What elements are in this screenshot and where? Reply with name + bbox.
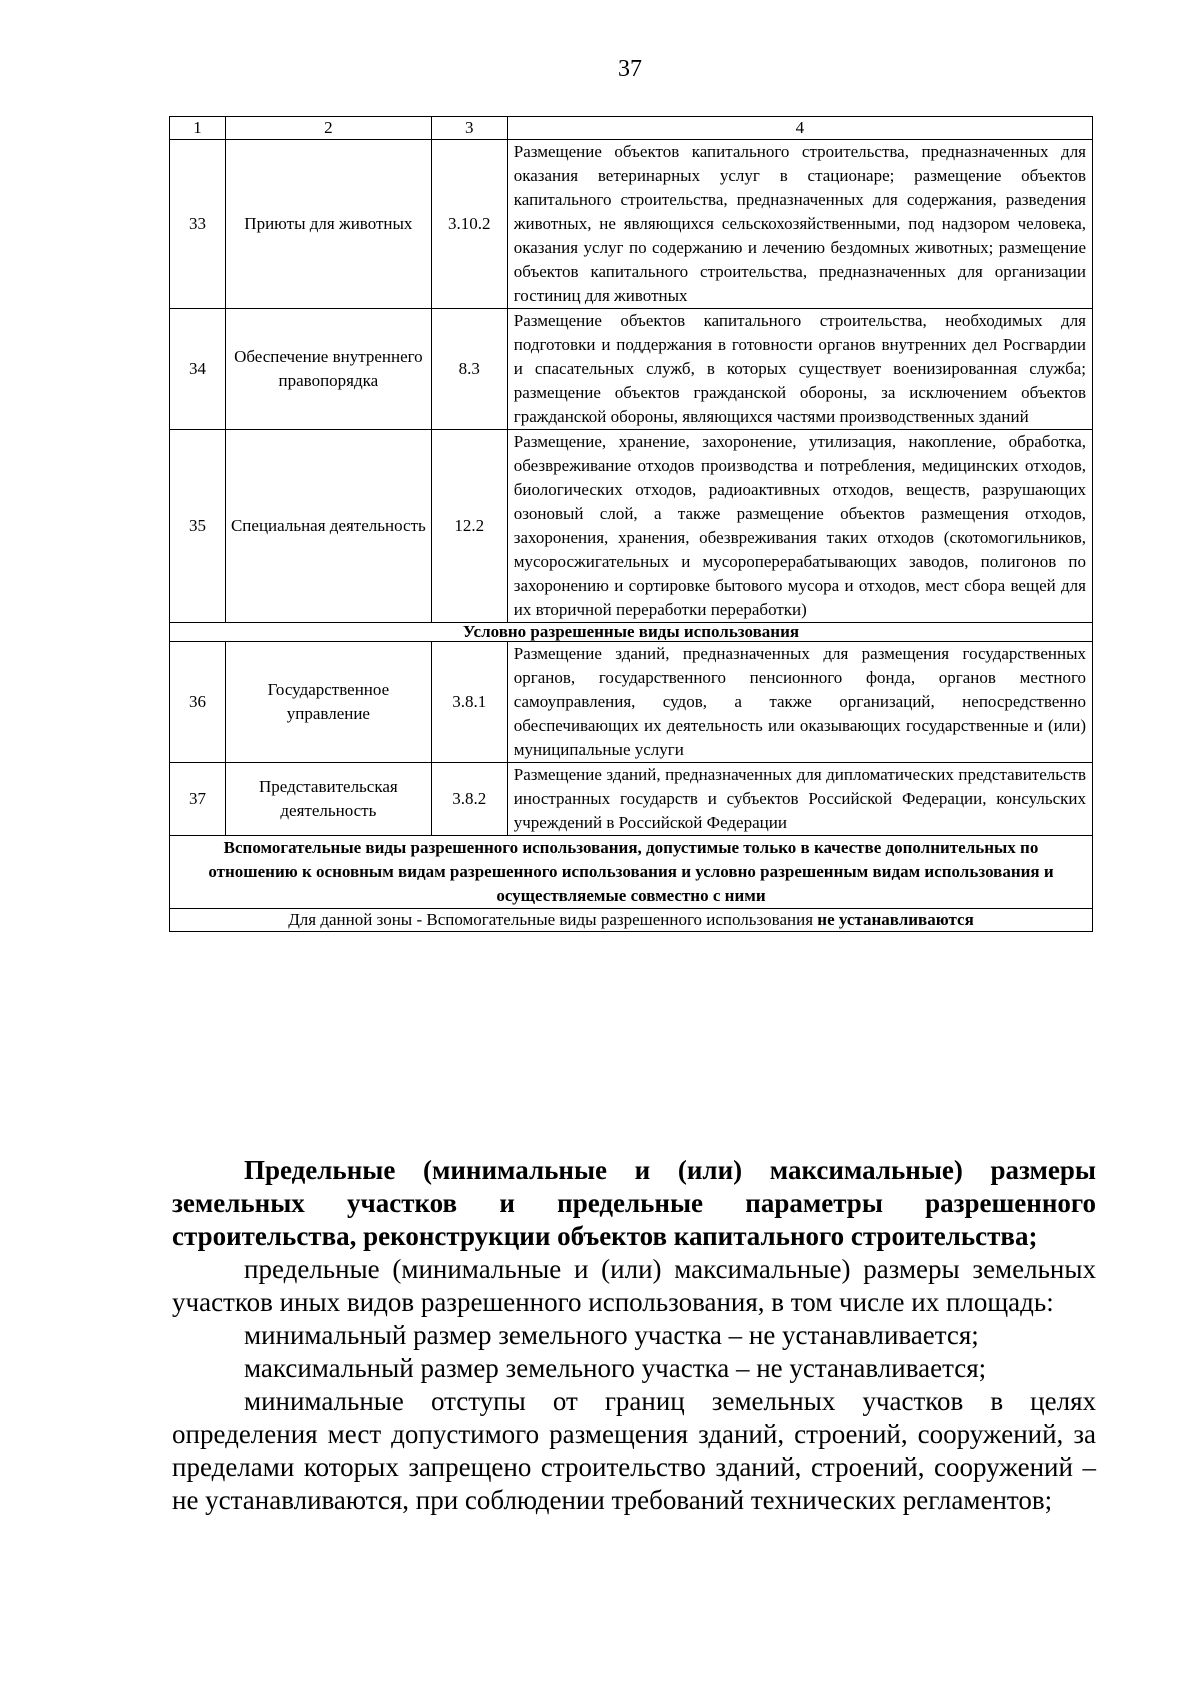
- use-type-code: 3.8.1: [431, 642, 507, 763]
- zone-note-bold: не устанавливаются: [817, 910, 974, 929]
- section-heading: [172, 1154, 1096, 1253]
- regulations-text: [172, 1154, 1096, 1517]
- zone-note-prefix: Для данной зоны - Вспомогательные виды разрешенного использования: [288, 910, 814, 929]
- row-number: 37: [170, 763, 226, 836]
- use-type-description: Размещение зданий, предназначенных для дипломатических представительств иностранных государств и субъектов Российской Федерации, консульских учреждений в Российской Федерации: [507, 763, 1092, 836]
- use-type-description: Размещение объектов капитального строительства, необходимых для подготовки и поддержания в готовности органов внутренних дел Росгвардии и спасательных служб, в которых существует военизированная служба; размещение объектов гражданской обороны, за исключением объектов гражданской обороны, являющихся частями производственных зданий: [507, 309, 1092, 430]
- use-type-description: Размещение объектов капитального строительства, предназначенных для оказания ветеринарных услуг в стационаре; размещение объектов капитального строительства, предназначенных для содержания, разведения животных, не являющихся сельскохозяйственными, под надзором человека, оказания услуг по содержанию и лечению бездомных животных; размещение объектов капитального строительства, предназначенных для организации гостиниц для животных: [507, 140, 1092, 309]
- table-row: [170, 309, 1093, 430]
- use-type-description: Размещение зданий, предназначенных для размещения государственных органов, государственного пенсионного фонда, органов местного самоуправления, судов, а также организаций, непосредственно обеспечивающих их деятельность или оказывающих государственные и (или) муниципальные услуги: [507, 642, 1092, 763]
- table-row: [170, 430, 1093, 623]
- section-heading-line-2: земельных участков и предельные параметры разрешенного: [172, 1188, 1096, 1218]
- use-type-name: Специальная деятельность: [225, 430, 431, 623]
- table-row: [170, 140, 1093, 309]
- zone-note: [170, 909, 1093, 932]
- row-number: 33: [170, 140, 226, 309]
- paragraph-plot-sizes: предельные (минимальные и (или) максимальные) размеры земельных участков иных видов разрешенного использования, в том числе их площадь:: [172, 1254, 1096, 1317]
- use-type-name: Государственное управление: [225, 642, 431, 763]
- section-header-row: [170, 623, 1093, 642]
- table-row: [170, 763, 1093, 836]
- paragraph-setbacks: минимальные отступы от границ земельных участков в целях определения мест допустимого размещения зданий, строений, сооружений, за пределами которых запрещено строительство зданий, строений, сооружений – не устанавливаются, при соблюдении требований технических регламентов;: [172, 1386, 1096, 1515]
- land-use-table: [169, 116, 1093, 932]
- header-col-2: 2: [225, 117, 431, 140]
- use-type-name: Представительская деятельность: [225, 763, 431, 836]
- paragraph-min-size: минимальный размер земельного участка – не устанавливается;: [244, 1320, 979, 1350]
- auxiliary-section-title: Вспомогательные виды разрешенного использования, допустимые только в качестве дополнительных по отношению к основным видам разрешенного использования и условно разрешенным видам использования и осуществляемые совместно с ними: [170, 836, 1093, 909]
- use-type-code: 3.8.2: [431, 763, 507, 836]
- section-heading-line-1: Предельные (минимальные и (или) максимальные) размеры: [244, 1155, 1096, 1185]
- header-col-4: 4: [507, 117, 1092, 140]
- use-type-name: Обеспечение внутреннего правопорядка: [225, 309, 431, 430]
- table-header-row: [170, 117, 1093, 140]
- auxiliary-section-row: [170, 836, 1093, 909]
- use-type-code: 8.3: [431, 309, 507, 430]
- row-number: 34: [170, 309, 226, 430]
- table-row: [170, 642, 1093, 763]
- header-col-3: 3: [431, 117, 507, 140]
- row-number: 36: [170, 642, 226, 763]
- use-type-code: 3.10.2: [431, 140, 507, 309]
- row-number: 35: [170, 430, 226, 623]
- conditional-section-title: Условно разрешенные виды использования: [170, 623, 1093, 642]
- paragraph-max-size: максимальный размер земельного участка – не устанавливается;: [244, 1353, 987, 1383]
- use-type-description: Размещение, хранение, захоронение, утилизация, накопление, обработка, обезвреживание отходов производства и потребления, медицинских отходов, биологических отходов, радиоактивных отходов, веществ, разрушающих озоновый слой, а также размещение объектов размещения отходов, захоронения, хранения, обезвреживания таких отходов (скотомогильников, мусоросжигательных и мусороперерабатывающих заводов, полигонов по захоронению и сортировке бытового мусора и отходов, мест сбора вещей для их вторичной переработки переработки): [507, 430, 1092, 623]
- use-type-name: Приюты для животных: [225, 140, 431, 309]
- page-number: 37: [618, 56, 642, 82]
- use-type-code: 12.2: [431, 430, 507, 623]
- section-heading-line-3: строительства, реконструкции объектов капитального строительства;: [172, 1221, 1038, 1251]
- zone-note-row: [170, 909, 1093, 932]
- header-col-1: 1: [170, 117, 226, 140]
